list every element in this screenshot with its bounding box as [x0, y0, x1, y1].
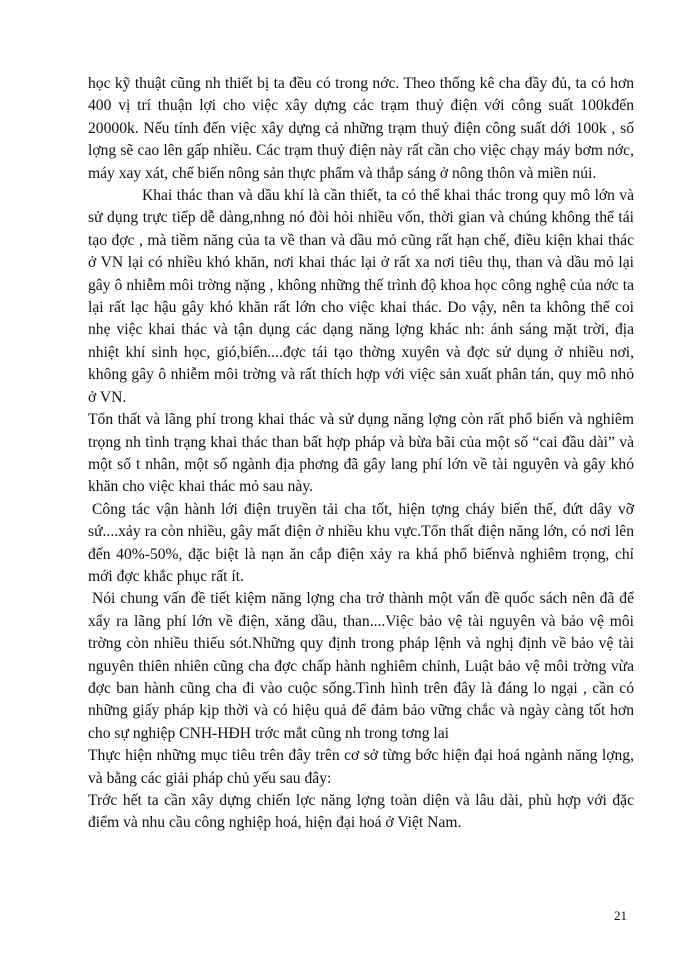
paragraph-coal-oil: Khai thác than và dầu khí là cần thiết, ta có thể khai thác trong quy mô lớn và sử dụng trực tiếp dễ dàng,nhng nó đòi hỏi nhiều vốn, thời gian và chúng không thể tái tạo đợc , mà tiềm năng của ta về than và dầu mỏ cũng rất hạn chế, điều kiện khai thác ở VN lại có nhiều khó khăn, nơi khai thác lại ở rất xa nơi tiêu thụ, than và dầu mỏ lại gây ô nhiễm môi trờng nặng , không những thế trình độ khoa học công nghệ của nớc ta lại rất lạc hậu gây khó khăn rất lớn cho việc khai thác. Do vậy, nên ta không thể coi nhẹ việc khai thác và tận dụng các dạng năng lợng khác nh: ánh sáng mặt trời, địa nhiệt khí sinh học, gió,biển....đợc tái tạo thờng xuyên và đợc sử dụng ở nhiều nơi, không gây ô nhiễm môi trờng và rất thích hợp với việc sản xuất phân tán, quy mô nhỏ ở VN. — [88, 187, 634, 406]
paragraph-grid: Công tác vận hành lới điện truyền tải cha tốt, hiện tợng cháy biến thế, đứt dây vỡ sứ....xảy ra còn nhiều, gây mất điện ở nhiều khu vực.Tổn thất điện năng lớn, có nơi lên đến 40%-50%, đặc biệt là nạn ăn cắp điện xảy ra khá phổ biếnvà nghiêm trọng, chỉ mới đợc khắc phục rất ít. — [88, 500, 634, 585]
paragraph-goals: Thực hiện những mục tiêu trên đây trên cơ sở từng bớc hiện đại hoá ngành năng lợng, và bằng các giải pháp chủ yếu sau đây: — [88, 747, 634, 787]
paragraph-hydropower: học kỹ thuật cũng nh thiết bị ta đều có trong nớc. Theo thống kê cha đầy đủ, ta có hơn 400 vị trí thuận lợi cho việc xây dựng các trạm thuỷ điện với công suất 100kđến 20000k. Nếu tính đến việc xây dựng cả những trạm thuỷ điện công suất dới 100k , số lợng sẽ cao lên gấp nhiều. Các trạm thuỷ điện này rất cần cho việc chạy máy bơm nớc, máy xay xát, chế biến nông sản thực phẩm và thắp sáng ở nông thôn và miền núi. — [88, 75, 634, 182]
document-body — [88, 73, 634, 835]
paragraph-strategy: Trớc hết ta cần xây dựng chiến lợc năng lợng toàn diện và lâu dài, phù hợp với đặc điểm và nhu cầu công nghiệp hoá, hiện đại hoá ở Việt Nam. — [88, 792, 634, 832]
page-number: 21 — [614, 908, 627, 923]
paragraph-energy-saving: Nói chung vấn đề tiết kiệm năng lợng cha trở thành một vấn đề quốc sách nên đã để xẩy ra lãng phí lớn về điện, xăng dầu, than....Việc bảo vệ tài nguyên và bảo vệ môi trờng còn nhiều thiếu sót.Những quy định trong pháp lệnh và nghị định về bảo vệ tài nguyên thiên nhiên cũng cha đợc chấp hành nghiêm chỉnh, Luật bảo vệ môi trờng vừa đợc ban hành cũng cha đi vào cuộc sống.Tình hình trên đây là đáng lo ngại , cần có những giấy pháp kịp thời và có hiệu quả để đảm bảo vững chắc và ngày càng tốt hơn cho sự nghiệp CNH-HĐH trớc mắt cũng nh trong tơng lai — [88, 590, 634, 742]
paragraph-losses: Tổn thất và lãng phí trong khai thác và sử dụng năng lợng còn rất phổ biến và nghiêm trọng nh tình trạng khai thác than bất hợp pháp và bừa bãi của một số “cai đầu dài” và một số t nhân, một số ngành địa phơng đã gây lang phí lớn về tài nguyên và gây khó khăn cho việc khai thác mỏ sau này. — [88, 411, 634, 496]
